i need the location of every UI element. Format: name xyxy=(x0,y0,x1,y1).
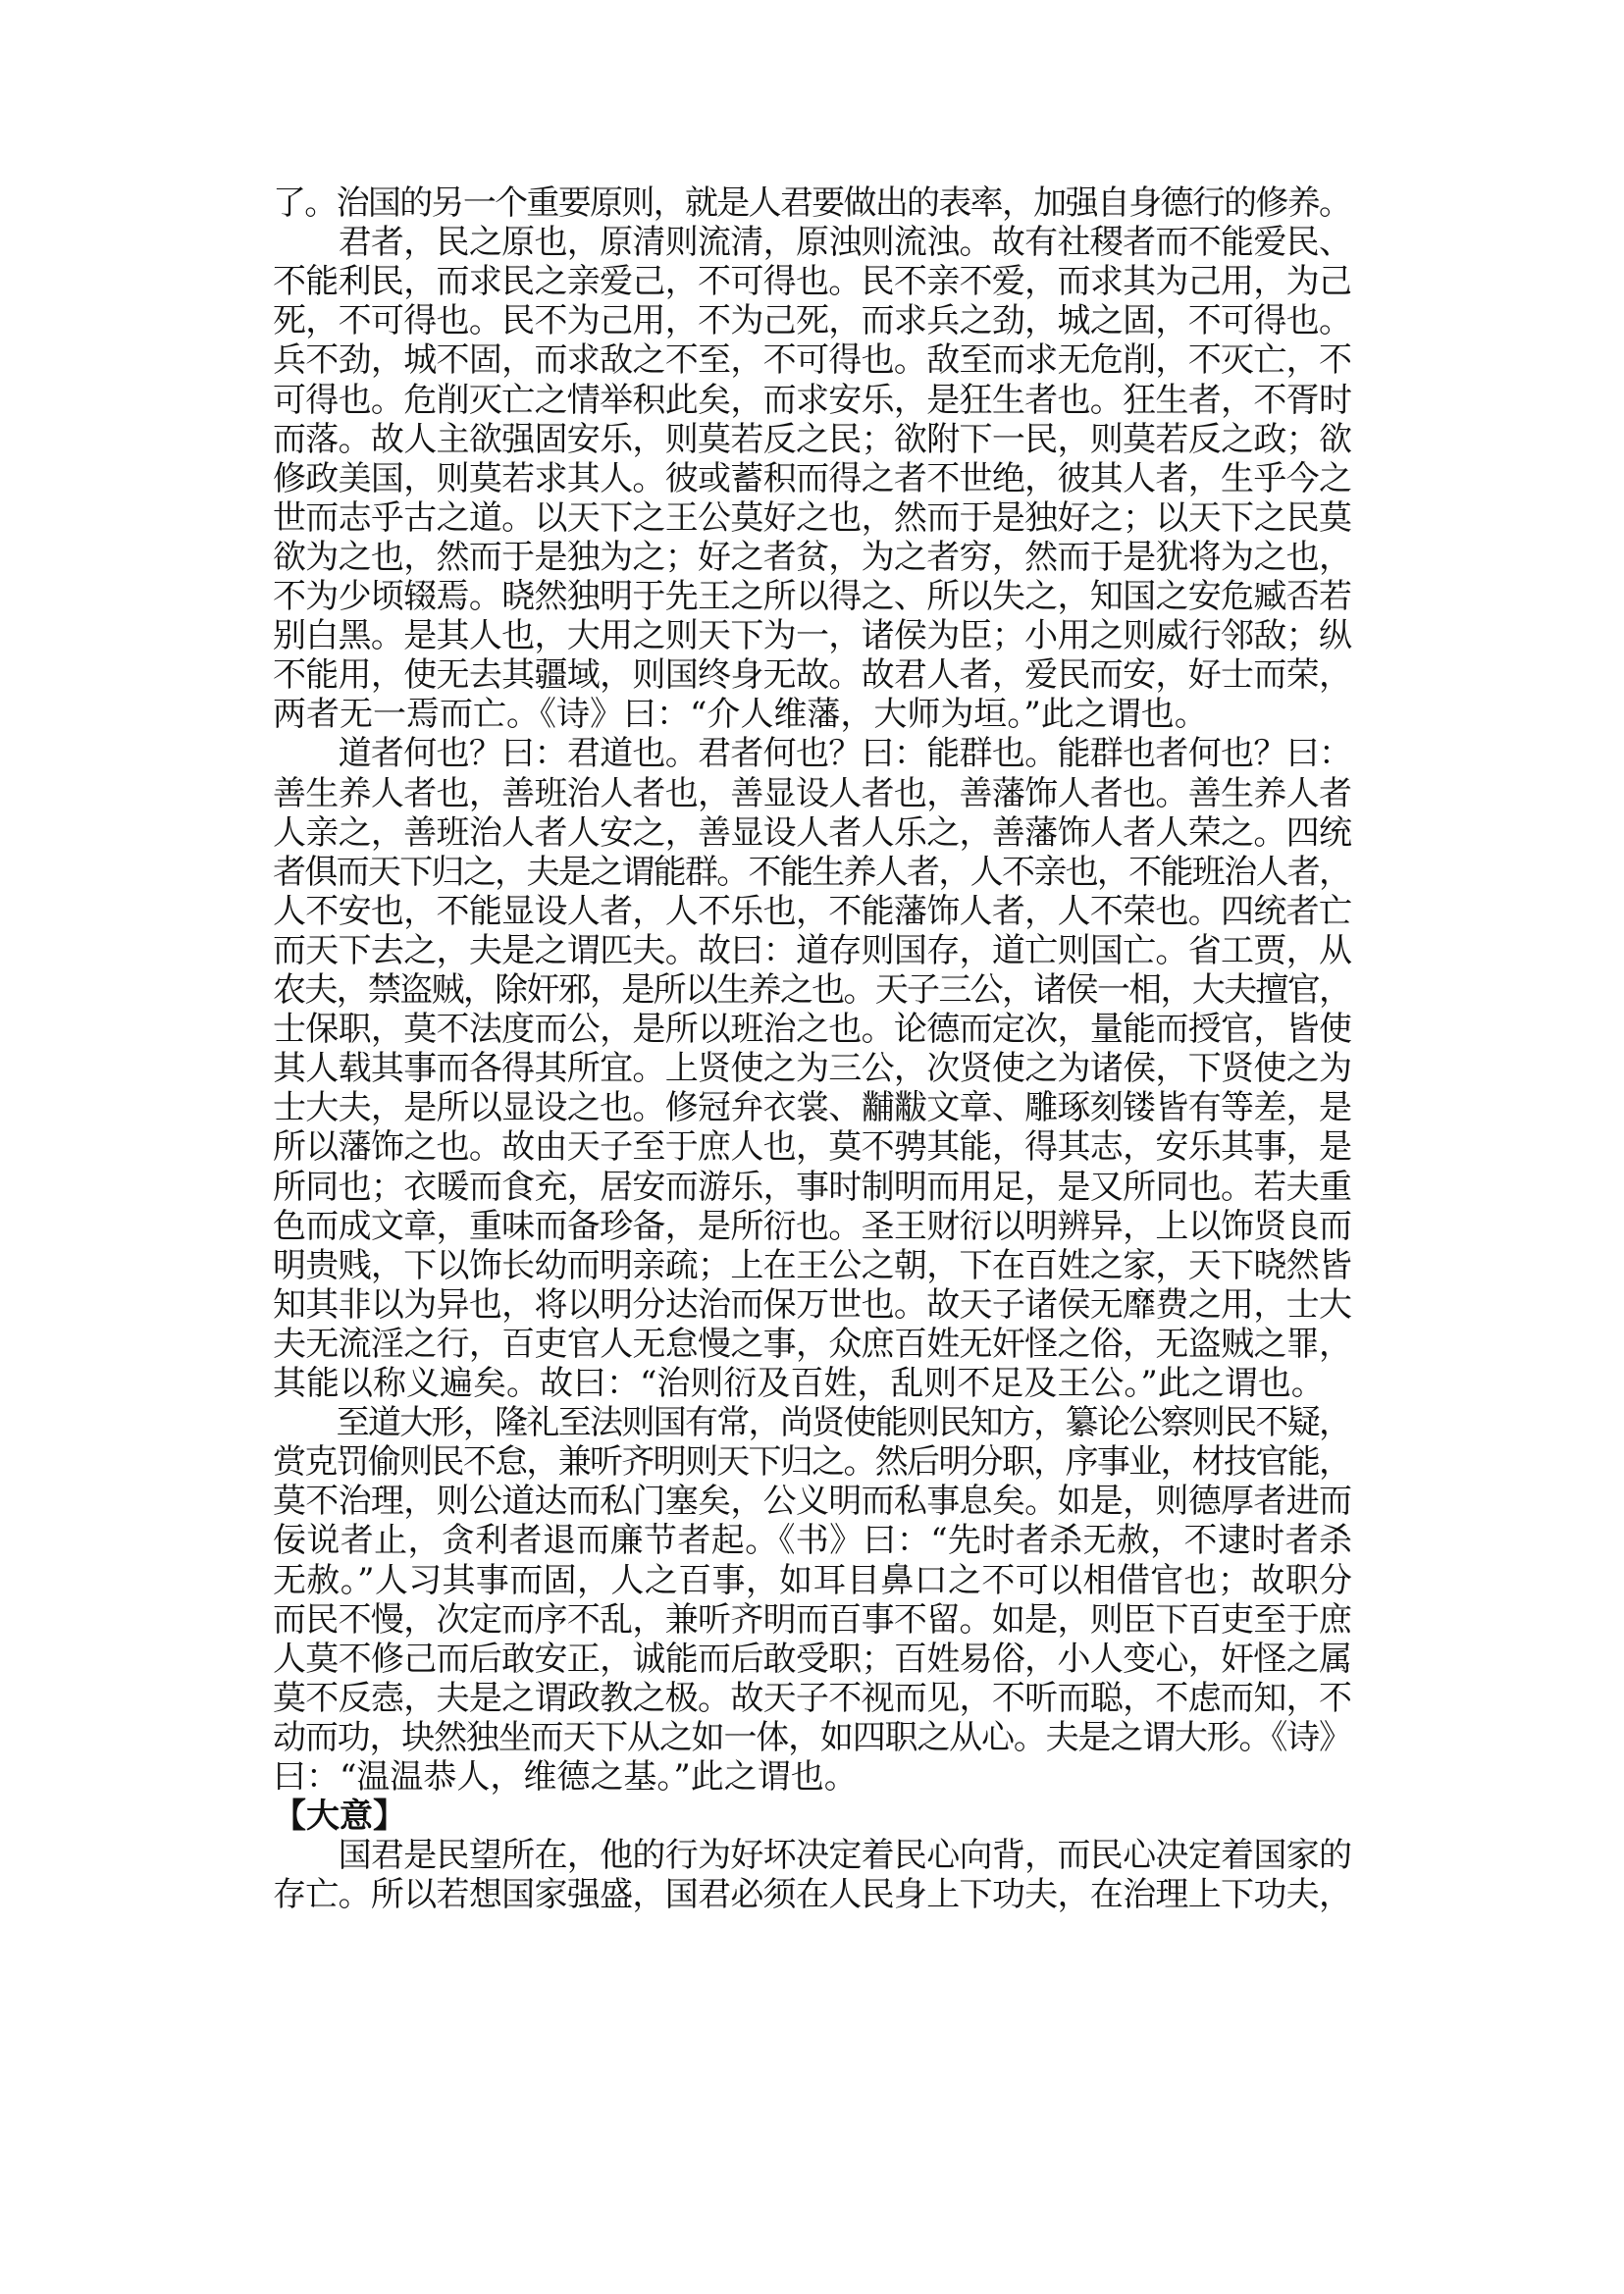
text-line: 色而成文章，重味而备珍备，是所衍也。圣王财衍以明辨异，上以饰贤良而 xyxy=(273,1207,1352,1246)
text-line: 莫不反悫，夫是之谓政教之极。故天子不视而见，不听而聪，不虑而知，不 xyxy=(273,1679,1352,1718)
text-line: 士保职，莫不法度而公，是所以班治之也。论德而定次，量能而授官，皆使 xyxy=(273,1010,1352,1049)
text-line: 而天下去之，夫是之谓匹夫。故曰：道存则国存，道亡则国亡。省工贾，从 xyxy=(273,931,1352,970)
text-line: 赏克罚偷则民不怠，兼听齐明则天下归之。然后明分职，序事业，材技官能， xyxy=(273,1442,1351,1482)
text-line: 兵不劲，城不固，而求敌之不至，不可得也。敌至而求无危削，不灭亡，不 xyxy=(273,340,1352,380)
text-line: 农夫，禁盗贼，除奸邪，是所以生养之也。天子三公，诸侯一相，大夫擅官， xyxy=(273,970,1351,1010)
text-line: 人不安也，不能显设人者，人不乐也，不能藩饰人者，人不荣也。四统者亡 xyxy=(273,892,1352,931)
text-line: 其人载其事而各得其所宜。上贤使之为三公，次贤使之为诸侯，下贤使之为 xyxy=(273,1049,1352,1088)
text-line: 而民不慢，次定而序不乱，兼听齐明而百事不留。如是，则臣下百吏至于庶 xyxy=(273,1600,1352,1640)
text-line: 动而功，块然独坐而天下从之如一体，如四职之从心。夫是之谓大形。《诗》 xyxy=(273,1718,1351,1757)
text-line: 不能用，使无去其疆域，则国终身无故。故君人者，爱民而安，好士而荣， xyxy=(273,655,1352,695)
text-line: 者俱而天下归之，夫是之谓能群。不能生养人者，人不亲也，不能班治人者， xyxy=(273,853,1351,892)
text-line: 人莫不修己而后敢安正，诚能而后敢受职；百姓易俗，小人变心，奸怪之属 xyxy=(273,1640,1352,1679)
text-line: 修政美国，则莫若求其人。彼或蓄积而得之者不世绝，彼其人者，生乎今之 xyxy=(273,459,1352,498)
text-line: 善生养人者也，善班治人者也，善显设人者也，善藩饰人者也。善生养人者 xyxy=(273,774,1352,813)
text-line: 无赦。”人习其事而固，人之百事，如耳目鼻口之不可以相借官也；故职分 xyxy=(273,1561,1353,1600)
text-line: 不能利民，而求民之亲爱己，不可得也。民不亲不爱，而求其为己用，为己 xyxy=(273,262,1352,301)
text-line: 世而志乎古之道。以天下之王公莫好之也，然而于是独好之；以天下之民莫 xyxy=(273,498,1352,538)
text-line: 欲为之也，然而于是独为之；好之者贫，为之者穷，然而于是犹将为之也， xyxy=(273,538,1352,577)
text-line: 国君是民望所在，他的行为好坏决定着民心向背，而民心决定着国家的 xyxy=(273,1836,1352,1875)
text-line: 至道大形，隆礼至法则国有常，尚贤使能则民知方，纂论公察则民不疑， xyxy=(273,1403,1351,1442)
text-line: 明贵贱，下以饰长幼而明亲疏；上在王公之朝，下在百姓之家，天下晓然皆 xyxy=(273,1246,1352,1285)
text-line: 不为少顷辍焉。晓然独明于先王之所以得之、所以失之，知国之安危臧否若 xyxy=(273,577,1352,616)
text-line: 所以藩饰之也。故由天子至于庶人也，莫不骋其能，得其志，安乐其事，是 xyxy=(273,1127,1352,1167)
text-line: 别白黑。是其人也，大用之则天下为一，诸侯为臣；小用之则威行邻敌；纵 xyxy=(273,616,1352,655)
text-line: 士大夫，是所以显设之也。修冠弁衣裳、黼黻文章、雕琢刻镂皆有等差，是 xyxy=(273,1088,1352,1127)
text-line: 人亲之，善班治人者人安之，善显设人者人乐之，善藩饰人者人荣之。四统 xyxy=(273,813,1352,853)
text-line: 道者何也？曰：君道也。君者何也？曰：能群也。能群也者何也？曰： xyxy=(273,734,1352,773)
text-line: 存亡。所以若想国家强盛，国君必须在人民身上下功夫，在治理上下功夫， xyxy=(273,1875,1352,1914)
text-line: 知其非以为异也，将以明分达治而保万世也。故天子诸侯无靡费之用，士大 xyxy=(273,1285,1352,1325)
section-heading: 【大意】 xyxy=(273,1797,406,1836)
text-line: 君者，民之原也，原清则流清，原浊则流浊。故有社稷者而不能爱民、 xyxy=(273,223,1352,262)
text-line: 佞说者止，贪利者退而廉节者起。《书》曰：“先时者杀无赦，不逮时者杀 xyxy=(273,1521,1353,1560)
text-line: 了。治国的另一个重要原则，就是人君要做出的表率，加强自身德行的修养。 xyxy=(273,183,1351,223)
text-line: 所同也；衣暖而食充，居安而游乐，事时制明而用足，是又所同也。若夫重 xyxy=(273,1168,1352,1207)
text-line: 曰：“温温恭人，维德之基。”此之谓也。 xyxy=(273,1757,858,1797)
text-line: 两者无一焉而亡。《诗》曰：“介人维藩，大师为垣。”此之谓也。 xyxy=(273,695,1208,734)
text-line: 可得也。危削灭亡之情举积此矣，而求安乐，是狂生者也。狂生者，不胥时 xyxy=(273,381,1352,420)
text-line: 死，不可得也。民不为己用，不为己死，而求兵之劲，城之固，不可得也。 xyxy=(273,301,1352,340)
text-line: 莫不治理，则公道达而私门塞矣，公义明而私事息矣。如是，则德厚者进而 xyxy=(273,1482,1352,1521)
text-line: 其能以称义遍矣。故曰：“治则衍及百姓，乱则不足及王公。”此之谓也。 xyxy=(273,1364,1325,1403)
text-line: 夫无流淫之行，百吏官人无怠慢之事，众庶百姓无奸怪之俗，无盗贼之罪， xyxy=(273,1325,1352,1364)
text-line: 而落。故人主欲强固安乐，则莫若反之民；欲附下一民，则莫若反之政；欲 xyxy=(273,420,1352,459)
